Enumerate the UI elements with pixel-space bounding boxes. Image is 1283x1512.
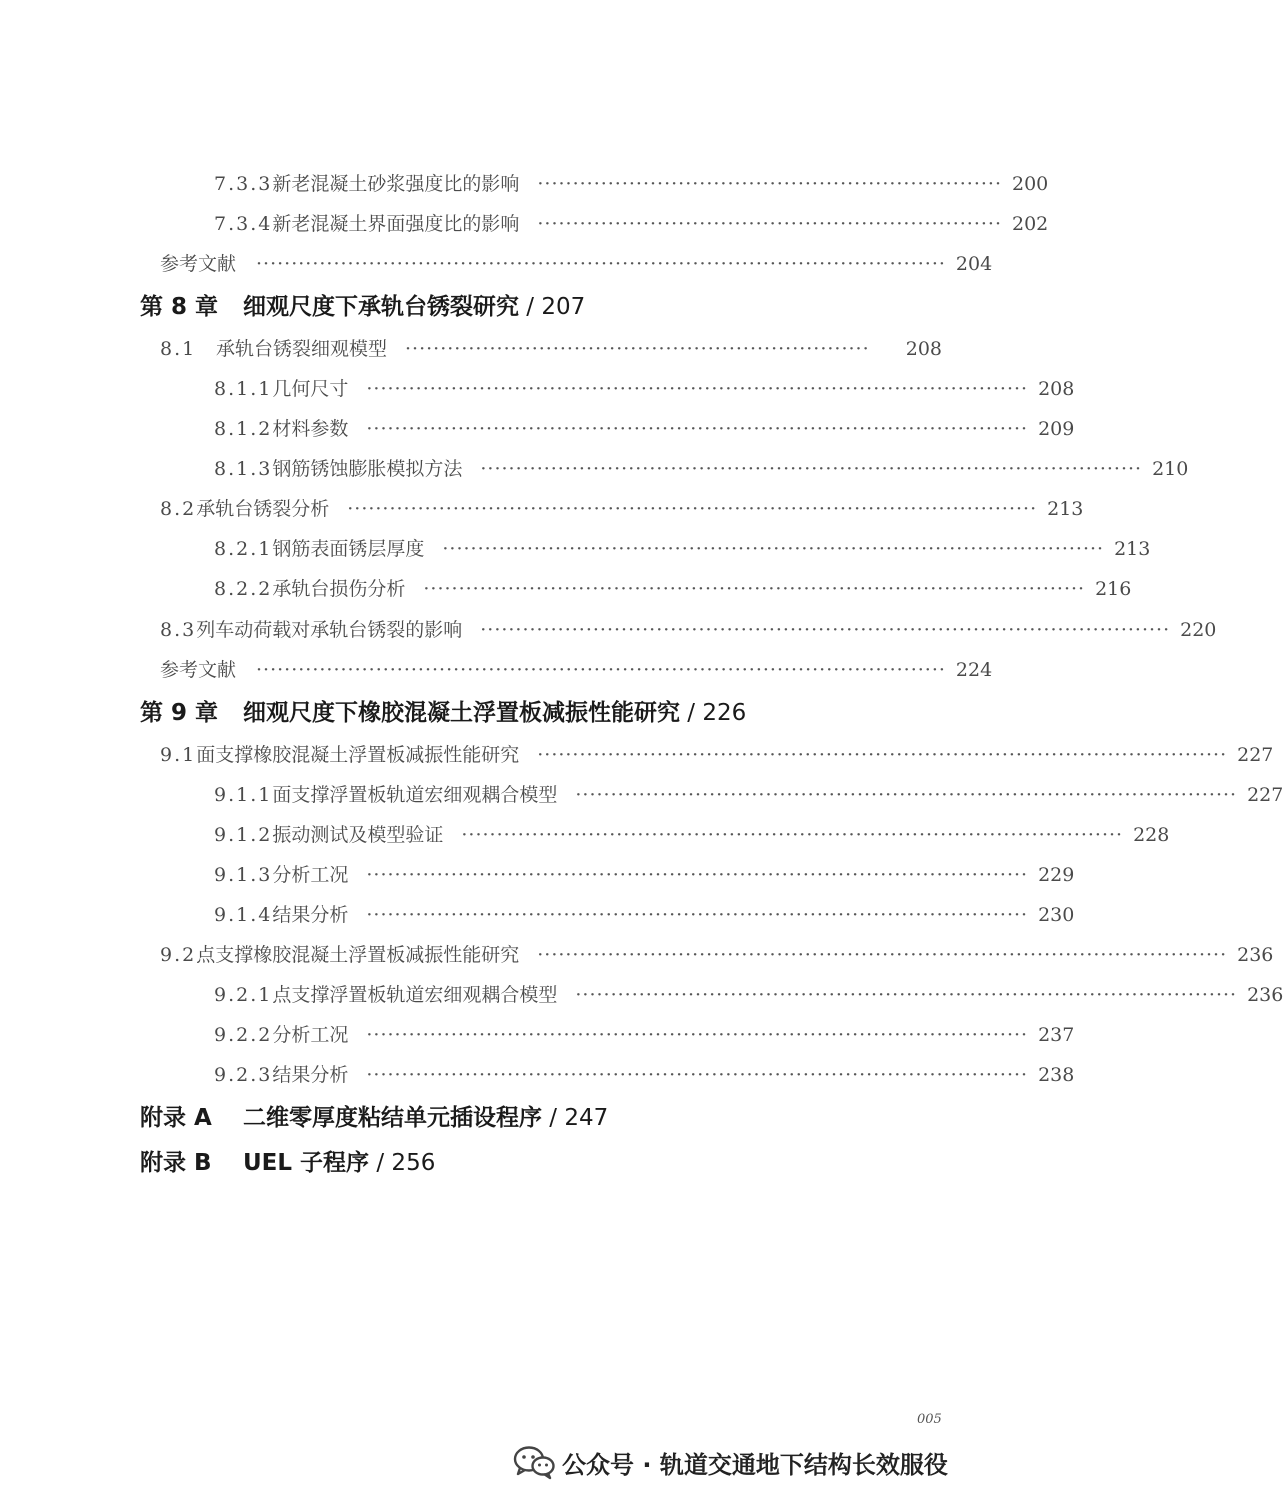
dot-leader: ······························································································ [366,418,1029,440]
section-title: 承轨台锈裂分析 [196,498,330,520]
page-number: 228 [1133,824,1170,846]
section-number: 9.2 [160,944,197,966]
dot-leader: ·································································································· [537,944,1228,966]
chapter-heading [140,691,746,735]
toc-entry [214,775,1283,815]
page-number: 200 [1012,173,1049,195]
section-number: 9.1.3 [214,864,273,886]
dot-leader: ·································································· [537,173,1002,195]
dot-leader: ······························································································ [366,1064,1029,1086]
section-title: 参考文献 [160,659,237,681]
toc-entry [214,569,1132,609]
page-number: 209 [1038,418,1075,440]
section-title: 承轨台锈裂细观模型 [216,338,388,360]
dot-leader: ······························································································ [480,458,1143,480]
appendix-title: UEL 子程序 [243,1150,370,1176]
page-folio: 005 [917,1412,942,1427]
section-number: 9.2.1 [214,984,273,1006]
page-number: 220 [1180,619,1217,641]
section-number: 9.2.2 [214,1024,273,1046]
page-number: 238 [1038,1064,1075,1086]
wechat-watermark [512,1444,948,1480]
section-number: 8.1 [160,338,197,360]
section-title: 新老混凝土界面强度比的影响 [272,213,520,235]
section-title: 新老混凝土砂浆强度比的影响 [272,173,520,195]
section-title: 面支撑橡胶混凝土浮置板减振性能研究 [196,744,520,766]
page-number: 236 [1247,984,1283,1006]
appendix-page: / 247 [542,1105,609,1131]
section-title: 点支撑浮置板轨道宏细观耦合模型 [272,984,558,1006]
appendix-page: / 256 [369,1150,436,1176]
section-title: 材料参数 [272,418,349,440]
toc-entry [214,449,1189,489]
dot-leader: ······························································································ [423,578,1086,600]
toc-entry [214,529,1151,569]
dot-leader: ······························································································ [442,538,1105,560]
page-number: 216 [1095,578,1132,600]
section-number: 7.3.4 [214,213,273,235]
page-number: 229 [1038,864,1075,886]
section-title: 列车动荷载对承轨台锈裂的影响 [196,619,463,641]
section-title: 分析工况 [272,1024,349,1046]
toc-entry [214,204,1049,244]
page-number: 227 [1247,784,1283,806]
page-number: 237 [1038,1024,1075,1046]
section-number: 8.3 [160,619,197,641]
dot-leader: ·································································································· [537,744,1228,766]
section-title: 点支撑橡胶混凝土浮置板减振性能研究 [196,944,520,966]
page-number: 208 [1038,378,1075,400]
chapter-label: 第 8 章 [140,294,219,320]
section-title: 结果分析 [272,904,349,926]
chapter-label: 第 9 章 [140,700,219,726]
section-number: 7.3.3 [214,173,273,195]
section-number: 9.1.1 [214,784,273,806]
appendix-heading [140,1096,608,1140]
section-title: 承轨台损伤分析 [272,578,406,600]
section-title: 几何尺寸 [272,378,349,400]
page-number: 236 [1237,944,1274,966]
section-number: 9.1.4 [214,904,273,926]
dot-leader: ······························································································ [366,1024,1029,1046]
page-number: 230 [1038,904,1075,926]
page-number: 208 [905,338,942,360]
toc-entry [160,489,1084,529]
dot-leader: ·································································································· [256,659,946,681]
page-number: 202 [1012,213,1049,235]
dot-leader: ······························································································ [575,784,1238,806]
section-title: 参考文献 [160,253,237,275]
toc-entry-references [160,244,993,284]
section-number: 9.1.2 [214,824,273,846]
dot-leader: ·································································· [405,338,870,360]
chapter-page: / 226 [680,700,747,726]
dot-leader: ······························································································ [366,864,1029,886]
dot-leader: ······························································································ [575,984,1238,1006]
chapter-page: / 207 [519,294,586,320]
page-number: 204 [955,253,993,275]
appendix-label: 附录 B [140,1150,212,1176]
section-number: 8.2.2 [214,578,273,600]
toc-entry [160,735,1274,775]
wechat-icon [512,1444,556,1480]
section-title: 钢筋表面锈层厚度 [272,538,425,560]
toc-entry [214,895,1075,935]
toc-entry [160,935,1274,975]
appendix-label: 附录 A [140,1105,212,1131]
chapter-title: 细观尺度下橡胶混凝土浮置板减振性能研究 [243,700,680,726]
page-number: 213 [1047,498,1084,520]
page-number: 227 [1237,744,1274,766]
appendix-title: 二维零厚度粘结单元插设程序 [243,1105,542,1131]
section-title: 分析工况 [272,864,349,886]
section-number: 8.1.1 [214,378,273,400]
section-title: 面支撑浮置板轨道宏细观耦合模型 [272,784,558,806]
page-number: 213 [1114,538,1151,560]
section-title: 结果分析 [272,1064,349,1086]
section-number: 8.1.3 [214,458,273,480]
dot-leader: ······························································································ [366,378,1029,400]
toc-entry [214,975,1283,1015]
toc-entry [214,164,1049,204]
dot-leader: ······························································································ [461,824,1124,846]
chapter-heading [140,285,585,329]
dot-leader: ·································································································· [347,498,1038,520]
page-number: 224 [955,659,993,681]
dot-leader: ·································································································· [256,253,946,275]
chapter-title: 细观尺度下承轨台锈裂研究 [243,294,519,320]
watermark-text: 公众号 · 轨道交通地下结构长效服役 [562,1450,948,1479]
toc-entry [214,815,1170,855]
toc-entry-references [160,650,993,690]
dot-leader: ······························································································ [366,904,1029,926]
section-number: 8.1.2 [214,418,273,440]
toc-entry [214,1055,1075,1095]
page-number: 210 [1152,458,1189,480]
toc-entry [160,610,1217,650]
section-number: 9.1 [160,744,197,766]
section-title: 振动测试及模型验证 [272,824,444,846]
toc-entry [214,1015,1075,1055]
toc-entry [160,329,942,369]
toc-entry [214,369,1075,409]
toc-entry [214,855,1075,895]
section-title: 钢筋锈蚀膨胀模拟方法 [272,458,463,480]
dot-leader: ·································································· [537,213,1002,235]
toc-entry [214,409,1075,449]
section-number: 9.2.3 [214,1064,273,1086]
section-number: 8.2 [160,498,197,520]
dot-leader: ·································································································· [480,619,1171,641]
section-number: 8.2.1 [214,538,273,560]
appendix-heading [140,1141,435,1185]
